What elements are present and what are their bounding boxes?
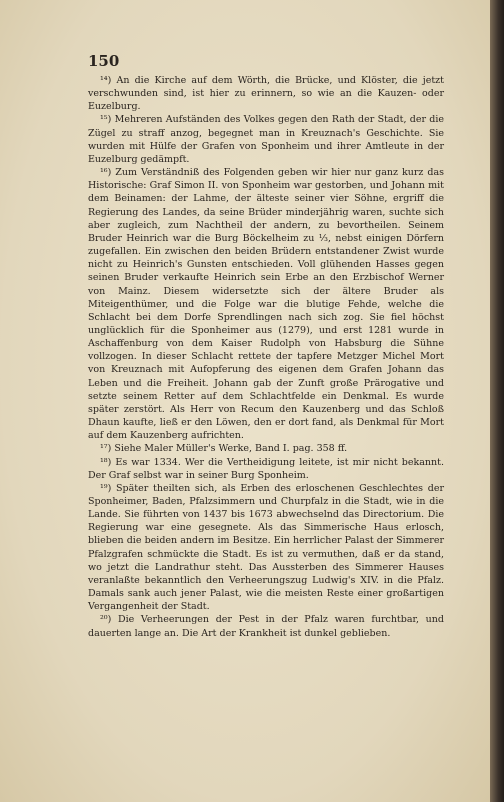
footnote-16: ¹⁶) Zum Verständniß des Folgenden geben wir hier nur ganz kurz das Historische: Graf Simon II. von Sponheim war gestorben, und Johann mit dem Beinamen: der Lahme, der älteste seiner vier Söhne, ergriff die Regierung des Landes, da seine Brüder minderjährig waren, suchte sich aber zugleich, zum Nachtheil der andern, zu bevortheilen. Seinem Bruder Heinrich war die Burg Böckelheim zu ⅓, nebst einigen Dörfern zugefallen. Ein zwischen den beiden Brüdern entstandener Zwist wurde nicht zu Heinrich's Gunsten entschieden. Voll glühenden Hasses gegen seinen Bruder verkaufte Heinrich sein Erbe an den Erzbischof Werner von Mainz. Diesem widersetzte sich der ältere Bruder als Miteigenthümer, und die Folge war die blutige Fehde, welche die Schlacht bei dem Dorfe Sprendlingen nach sich zog. Sie fiel höchst unglücklich für die Sponheimer aus (1279), und erst 1281 wurde in Aschaffenburg von dem Kaiser Rudolph von Habsburg die Sühne vollzogen. In dieser Schlacht rettete der tapfere Metzger Michel Mort von Kreuznach mit Aufopferung des eigenen dem Grafen Johann das Leben und die Freiheit. Johann gab der Zunft große Prärogative und setzte seinem Retter auf dem Schlachtfelde ein Denkmal. Es wurde später zerstört. Als Herr von Recum den Kauzenberg und das Schloß Dhaun kaufte, ließ er den Löwen, den er dort fand, als Denkmal für Mort auf dem Kauzenberg aufrichten. [88,167,444,442]
page-number: 150 [88,52,120,70]
footnotes-block [88,74,444,640]
footnote-17: ¹⁷) Siehe Maler Müller's Werke, Band I. pag. 358 ff. [100,443,348,455]
footnote-19: ¹⁹) Später theilten sich, als Erben des erloschenen Geschlechtes der Sponheimer, Baden, Pfalzsimmern und Churpfalz in die Stadt, wie in die Lande. Sie führten von 1437 bis 1673 abwechselnd das Directorium. Die Regierung war eine gesegnete. Als das Simmerische Haus erlosch, blieben die beiden andern im Besitze. Ein herrlicher Palast der Simmerer Pfalzgrafen schmückte die Stadt. Es ist zu vermuthen, daß er da stand, wo jetzt die Landrathur steht. Das Aussterben des Simmerer Hauses veranlaßte bekanntlich den Verheerungszug Ludwig's XIV. in die Pfalz. Damals sank auch jener Palast, wie die meisten Reste einer großartigen Vergangenheit der Stadt. [88,482,444,613]
footnote-15: ¹⁵) Mehreren Aufständen des Volkes gegen den Rath der Stadt, der die Zügel zu straff anzog, begegnet man in Kreuznach's Geschichte. Sie wurden mit Hülfe der Grafen von Sponheim und ihrer Amtleute in der Euzelburg gedämpft. [88,114,444,165]
footnote-20: ²⁰) Die Verheerungen der Pest in der Pfalz waren furchtbar, und dauerten lange an. Die Art der Krankheit ist dunkel geblieben. [88,614,444,639]
book-spine-edge [490,0,504,802]
footnote-18: ¹⁸) Es war 1334. Wer die Vertheidigung leitete, ist mir nicht bekannt. Der Graf selbst war in seiner Burg Sponheim. [88,456,444,481]
footnote-14: ¹⁴) An die Kirche auf dem Wörth, die Brücke, und Klöster, die jetzt verschwunden sind, ist hier zu erinnern, so wie an die Kauzen- oder Euzelburg. [88,75,444,113]
